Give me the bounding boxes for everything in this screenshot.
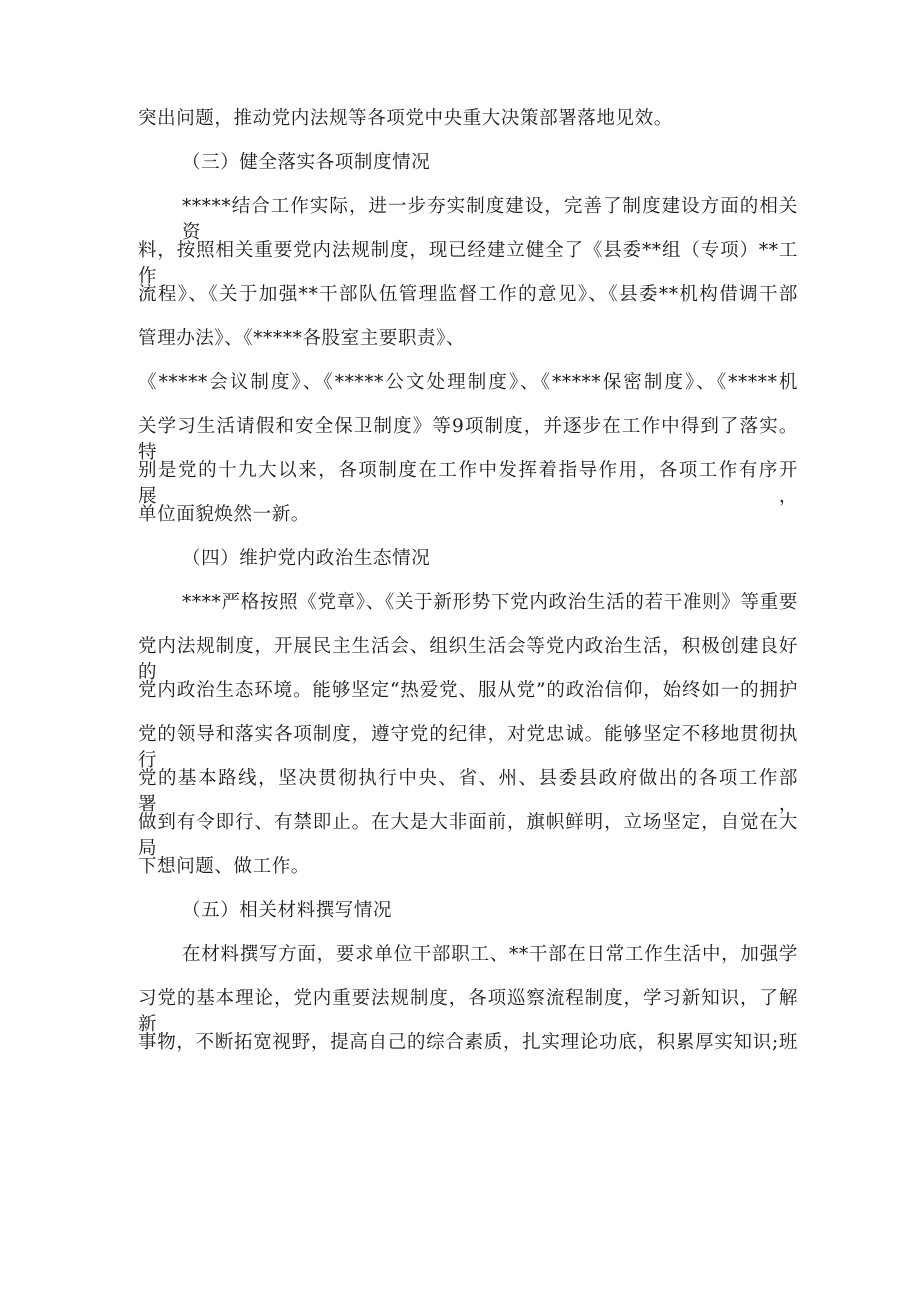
paragraph-line: 管理办法》、《*****各股室主要职责》、 bbox=[138, 328, 466, 349]
paragraph-line: 党的领导和落实各项制度，遵守党的纪律，对党忠诚。能够坚定不移地贯彻执行 bbox=[138, 724, 798, 771]
paragraph-line: 关学习生活请假和安全保卫制度》等9项制度，并逐步在工作中得到了落实。特 bbox=[138, 416, 798, 463]
section-heading-4: （四）维护党内政治生态情况 bbox=[182, 548, 431, 569]
paragraph-line: 《*****会议制度》、《*****公文处理制度》、《*****保密制度》、《*****机 bbox=[138, 372, 798, 393]
paragraph-line: 党内政治生态环境。能够坚定“热爱党、服从党”的政治信仰，始终如一的拥护 bbox=[138, 680, 798, 701]
paragraph-line: *****结合工作实际，进一步夯实制度建设，完善了制度建设方面的相关资 bbox=[182, 196, 798, 243]
paragraph-line: 做到有令即行、有禁即止。在大是大非面前，旗帜鲜明，立场坚定，自觉在大局 bbox=[138, 812, 798, 859]
paragraph-line: 党内法规制度，开展民主生活会、组织生活会等党内政治生活，积极创建良好的 bbox=[138, 636, 798, 683]
paragraph-line: 事物，不断拓宽视野，提高自己的综合素质，扎实理论功底，积累厚实知识;班 bbox=[138, 1032, 798, 1053]
paragraph-line: 习党的基本理论，党内重要法规制度，各项巡察流程制度，学习新知识，了解新 bbox=[138, 988, 798, 1035]
paragraph-line: ****严格按照《党章》、《关于新形势下党内政治生活的若干准则》等重要 bbox=[182, 592, 798, 613]
paragraph-line: 突出问题，推动党内法规等各项党中央重大决策部署落地见效。 bbox=[138, 108, 673, 129]
paragraph-line: 料，按照相关重要党内法规制度，现已经建立健全了《县委**组（专项）**工作 bbox=[138, 240, 798, 287]
paragraph-line: 流程》、《关于加强**干部队伍管理监督工作的意见》、《县委**机构借调干部 bbox=[138, 284, 798, 305]
section-heading-3: （三）健全落实各项制度情况 bbox=[182, 152, 431, 173]
section-heading-5: （五）相关材料撰写情况 bbox=[182, 900, 393, 921]
paragraph-line: 单位面貌焕然一新。 bbox=[138, 504, 310, 525]
paragraph-line: 别是党的十九大以来，各项制度在工作中发挥着指导作用，各项工作有序开展， bbox=[138, 460, 798, 507]
paragraph-line: 党的基本路线，坚决贯彻执行中央、省、州、县委县政府做出的各项工作部署， bbox=[138, 768, 798, 815]
paragraph-line: 在材料撰写方面，要求单位干部职工、**干部在日常工作生活中，加强学 bbox=[182, 944, 798, 965]
paragraph-line: 下想问题、做工作。 bbox=[138, 856, 310, 877]
